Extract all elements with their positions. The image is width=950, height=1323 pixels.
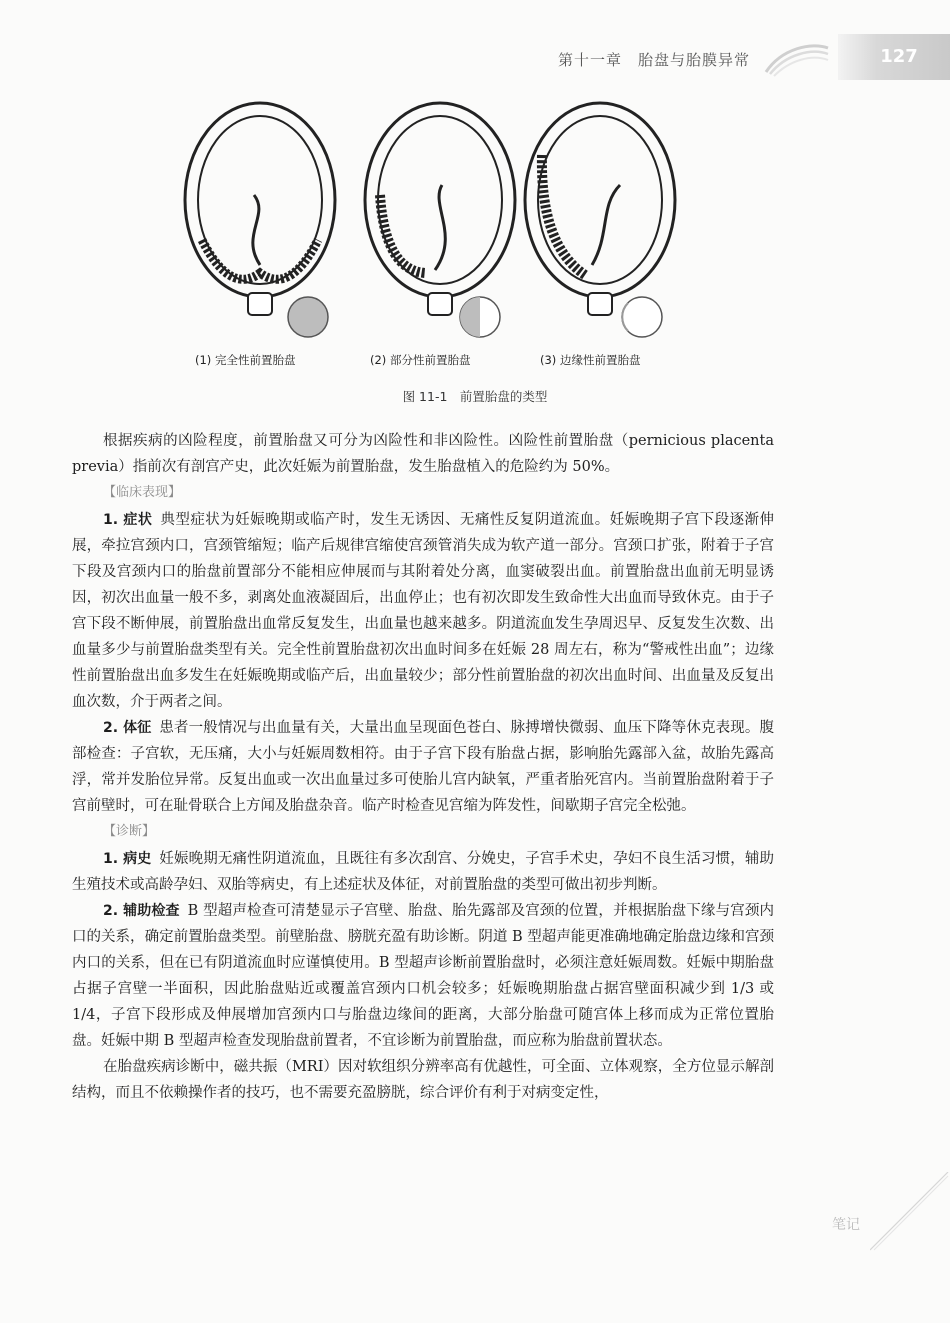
intro-paragraph: 根据疾病的凶险程度，前置胎盘又可分为凶险性和非凶险性。凶险性前置胎盘（pernicious placenta previa）指前次有剖宫产史，此次妊娠为前置胎盘，发生胎盘植入的危险约为 50%。 (72, 433, 774, 475)
swirl-logo-icon (762, 38, 832, 78)
history-heading: 1. 病史 (103, 851, 152, 867)
notes-decoration-icon (870, 1172, 950, 1252)
body-text (72, 428, 774, 1106)
section-heading-clinical: 【临床表现】 (103, 485, 182, 500)
history-paragraph (72, 846, 774, 898)
chapter-title: 第十一章 胎盘与胎膜异常 (557, 51, 750, 69)
section-heading-diagnosis: 【诊断】 (103, 824, 156, 839)
uterus-complete-illustration (185, 103, 335, 337)
aux-exam-heading: 2. 辅助检查 (103, 903, 180, 919)
aux-exam-text: B 型超声检查可清楚显示子宫壁、胎盘、胎先露部及宫颈的位置，并根据胎盘下缘与宫颈内口的关系，确定前置胎盘类型。前壁胎盘、膀胱充盈有助诊断。阴道 B 型超声能更准确地确定胎盘边缘和宫颈内口的关系，但在已有阴道流血时应谨慎使用。B 型超声诊断前置胎盘时，必须注意妊娠周数。妊娠中期胎盘占据子宫壁一半面积，因此胎盘贴近或覆盖宫颈内口机会较多；妊娠晚期胎盘占据宫壁面积减少到 1/3 或 1/4，子宫下段形成及伸展增加宫颈内口与胎盘边缘间的距离，大部分胎盘可随宫体上移而成为正常位置胎盘。妊娠中期 B 型超声检查发现胎盘前置者，不宜诊断为前置胎盘，而应称为胎盘前置状态。 (72, 903, 774, 1049)
page-number: 127 (838, 34, 950, 80)
figure-caption: 图 11-1 前置胎盘的类型 (402, 389, 548, 404)
symptom-paragraph (72, 507, 774, 715)
sign-text: 患者一般情况与出血量有关，大量出血呈现面色苍白、脉搏增快微弱、血压下降等休克表现。腹部检查：子宫软，无压痛，大小与妊娠周数相符。由于子宫下段有胎盘占据，影响胎先露部入盆，故胎先露高浮，常并发胎位异常。反复出血或一次出血量过多可使胎儿宫内缺氧，严重者胎死宫内。当前置胎盘附着于子宫前壁时，可在耻骨联合上方闻及胎盘杂音。临产时检查见宫缩为阵发性，间歇期子宫完全松弛。 (72, 720, 775, 814)
figure-panel-caption: (2) 部分性前置胎盘 (370, 353, 471, 367)
symptom-text: 典型症状为妊娠晚期或临产时，发生无诱因、无痛性反复阴道流血。妊娠晚期子宫下段逐渐伸展，牵拉宫颈内口，宫颈管缩短；临产后规律宫缩使宫颈管消失成为软产道一部分。宫颈口扩张，附着于子宫下段及宫颈内口的胎盘前置部分不能相应伸展而与其附着处分离，血窦破裂出血。前置胎盘出血前无明显诱因，初次出血量一般不多，剥离处血液凝固后，出血停止；也有初次即发生致命性大出血而导致休克。由于子宫下段不断伸展，前置胎盘出血常反复发生，出血量也越来越多。阴道流血发生孕周迟早、反复发生次数、出血量多少与前置胎盘类型有关。完全性前置胎盘初次出血时间多在妊娠 28 周左右，称为“警戒性出血”；边缘性前置胎盘出血多发生在妊娠晚期或临产后，出血量较少；部分性前置胎盘的初次出血时间、出血量及反复出血次数，介于两者之间。 (72, 512, 774, 710)
history-text: 妊娠晚期无痛性阴道流血，且既往有多次刮宫、分娩史，子宫手术史，孕妇不良生活习惯，辅助生殖技术或高龄孕妇、双胎等病史，有上述症状及体征，对前置胎盘的类型可做出初步判断。 (72, 851, 775, 893)
mri-paragraph: 在胎盘疾病诊断中，磁共振（MRI）因对软组织分辨率高有优越性，可全面、立体观察，全方位显示解剖结构，而且不依赖操作者的技巧，也不需要充盈膀胱，综合评价有利于对病变定性， (72, 1059, 774, 1101)
symptom-heading: 1. 症状 (103, 512, 153, 528)
aux-exam-paragraph (72, 898, 774, 1054)
figure-panel-caption: (3) 边缘性前置胎盘 (540, 353, 641, 367)
sign-heading: 2. 体征 (103, 720, 152, 736)
notes-label: 笔记 (832, 1217, 860, 1233)
page-header (0, 30, 950, 88)
figure-panel-caption: (1) 完全性前置胎盘 (195, 353, 296, 367)
placenta-previa-figure (180, 95, 700, 385)
uterus-partial-illustration (365, 103, 515, 337)
uterus-marginal-illustration (525, 103, 675, 337)
sign-paragraph (72, 715, 774, 819)
